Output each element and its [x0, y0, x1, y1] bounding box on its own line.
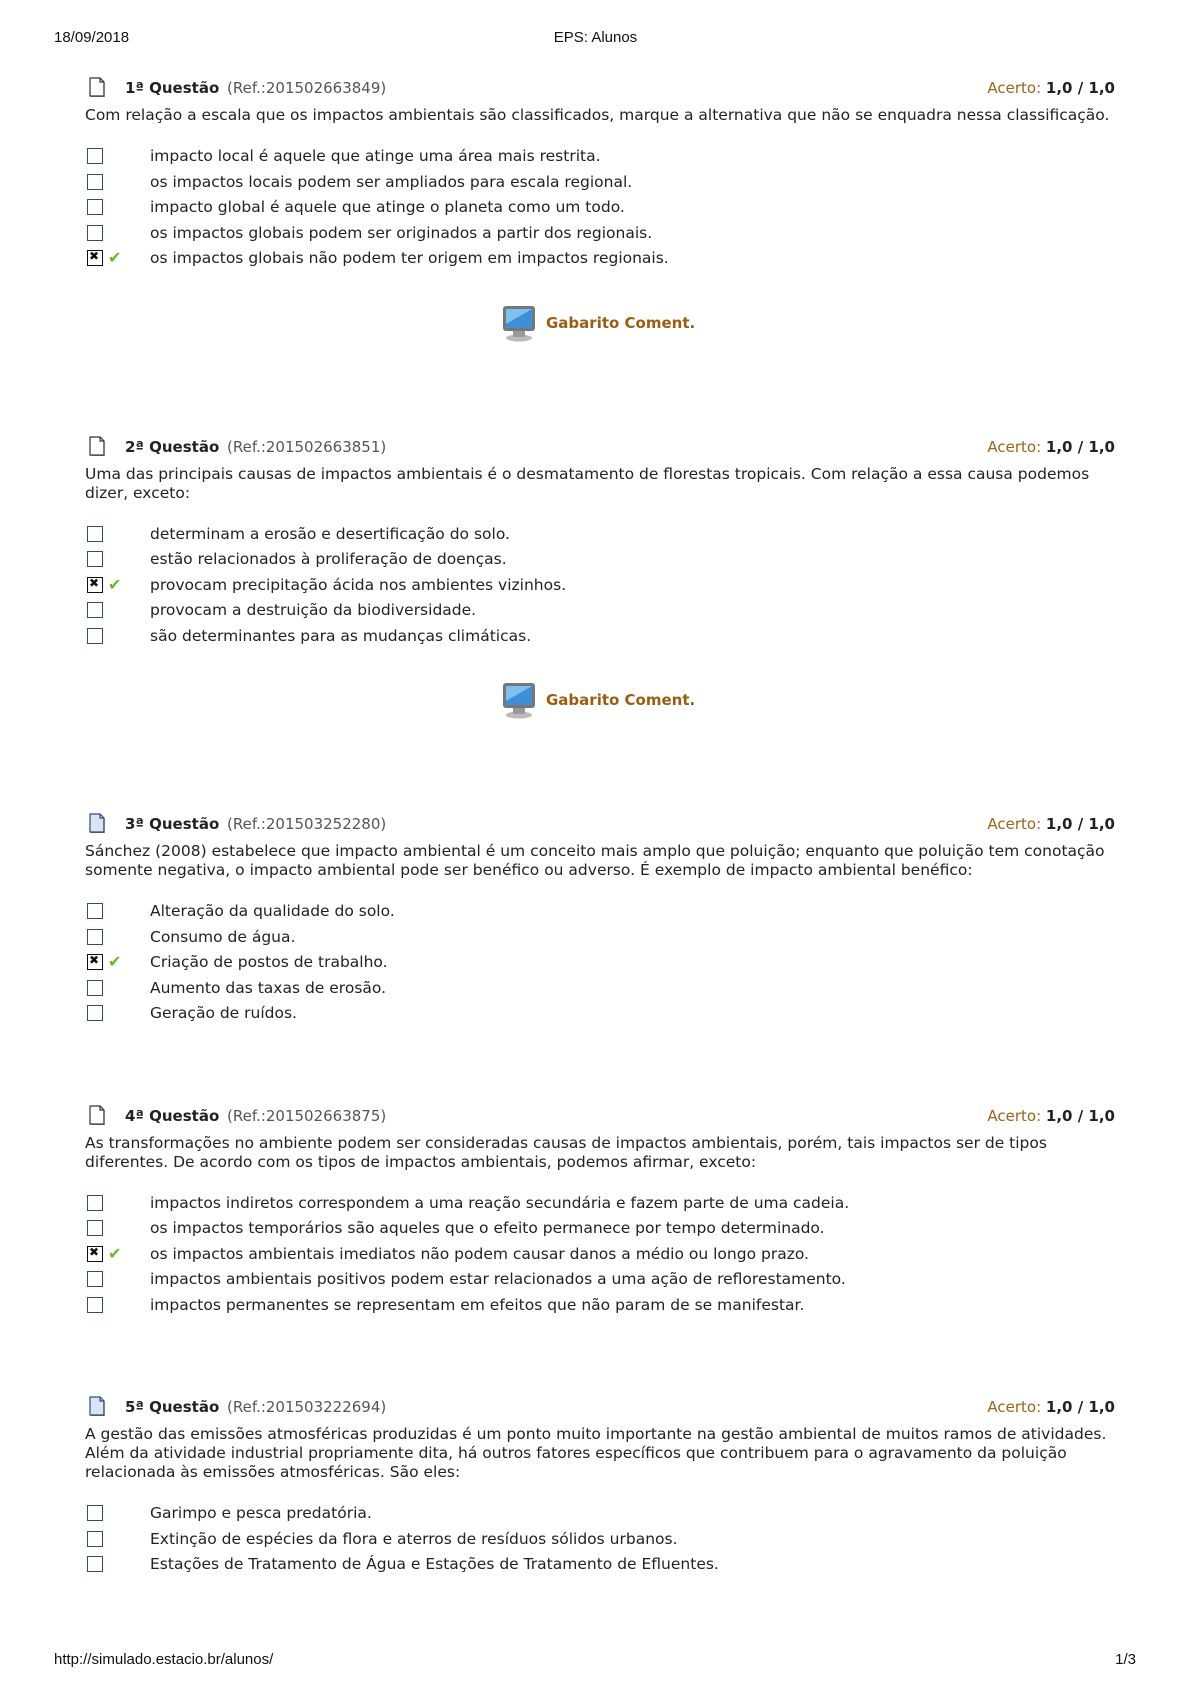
checkbox[interactable] [87, 1531, 103, 1547]
alternative-label: Garimpo e pesca predatória. [150, 1504, 372, 1522]
question-title [125, 79, 386, 97]
computer-monitor-icon [502, 681, 536, 719]
score-value: 1,0 / 1,0 [1045, 1106, 1115, 1125]
alternative-option[interactable] [85, 146, 1115, 172]
alternative-label: os impactos globais podem ser originados a partir dos regionais. [150, 223, 653, 242]
alternative-label: os impactos temporários são aqueles que o efeito permanece por tempo determinado. [150, 1219, 825, 1237]
alternative-label: os impactos globais não podem ter origem em impactos regionais. [150, 249, 669, 267]
checkbox[interactable] [87, 1505, 103, 1521]
alternative-label: Aumento das taxas de erosão. [150, 978, 387, 997]
score-value: 1,0 / 1,0 [1045, 815, 1115, 833]
question-header [85, 1105, 1115, 1131]
correct-check-icon: ✔ [108, 574, 122, 594]
alternative-option[interactable] [85, 600, 1115, 626]
question-header [85, 1396, 1115, 1422]
question-text: Com relação a escala que os impactos ambientais são classificados, marque a alternativa que não se enquadra nessa classificação. [85, 106, 1110, 124]
alternative-label: impacto global é aquele que atinge o planeta como um todo. [150, 198, 625, 216]
computer-monitor-icon [502, 304, 536, 342]
document-icon [89, 77, 105, 97]
alternative-option[interactable] [85, 172, 1115, 198]
question-score [987, 1398, 1115, 1416]
question-title [125, 438, 386, 456]
checkbox[interactable] [87, 1556, 103, 1572]
alternative-option[interactable] [85, 978, 1115, 1004]
checkbox[interactable] [87, 1297, 103, 1313]
alternative-option[interactable] [85, 1269, 1115, 1295]
alternative-option[interactable] [85, 1218, 1115, 1244]
alternative-label: Extinção de espécies da flora e aterros de resíduos sólidos urbanos. [150, 1529, 678, 1548]
alternative-label: são determinantes para as mudanças climáticas. [150, 626, 532, 645]
question-number: 2ª Questão [125, 437, 220, 456]
document-icon [89, 1396, 105, 1416]
alternative-label: impactos ambientais positivos podem estar relacionados a uma ação de reflorestamento. [150, 1270, 846, 1288]
print-title: EPS: Alunos [553, 29, 638, 46]
question-header [85, 813, 1115, 839]
gabarito-comment-label: Gabarito Coment. [546, 691, 696, 709]
question-text: As transformações no ambiente podem ser consideradas causas de impactos ambientais, porém, tais impactos ser de tipos diferentes. De acordo com os tipos de impactos ambientais, podemos afirmar, exceto: [85, 1133, 1047, 1171]
alternative-option[interactable] [85, 952, 1115, 978]
alternative-label: determinam a erosão e desertificação do solo. [150, 524, 510, 543]
alternative-label: impacto local é aquele que atinge uma área mais restrita. [150, 147, 601, 165]
alternative-label: provocam a destruição da biodiversidade. [150, 601, 477, 619]
print-date: 18/09/2018 [54, 29, 130, 46]
question-text: A gestão das emissões atmosféricas produzidas é um ponto muito importante na gestão ambiental de muitos ramos de atividades. Além da atividade industrial propriamente dita, há outros fatores específicos que contribuem para o agravamento da poluição relacionada às emissões atmosféricas. São eles: [85, 1425, 1107, 1481]
question-score [987, 815, 1115, 833]
score-label: Acerto: [987, 79, 1042, 97]
print-page-number: 1/3 [1115, 1651, 1136, 1668]
alternative-option[interactable] [85, 1193, 1115, 1219]
question-5 [85, 1396, 1115, 1580]
checkbox[interactable] [87, 903, 103, 919]
alternative-option[interactable] [85, 1003, 1115, 1029]
alternative-label: Consumo de água. [150, 927, 296, 946]
score-label: Acerto: [987, 437, 1042, 456]
alternative-label: os impactos ambientais imediatos não podem causar danos a médio ou longo prazo. [150, 1244, 809, 1263]
gabarito-comment-row [85, 681, 1115, 725]
alternative-option[interactable] [85, 1295, 1115, 1321]
question-header [85, 77, 1115, 103]
question-text: Uma das principais causas de impactos ambientais é o desmatamento de florestas tropicais. Com relação a essa causa podemos dizer, exceto: [85, 464, 1090, 502]
print-footer [0, 1651, 1191, 1671]
alternative-label: Alteração da qualidade do solo. [150, 902, 395, 920]
question-ref: (Ref.:201502663851) [227, 437, 387, 456]
alternative-option[interactable] [85, 626, 1115, 652]
correct-check-icon: ✔ [108, 248, 122, 267]
alternative-label: estão relacionados à proliferação de doenças. [150, 550, 507, 568]
alternative-option[interactable] [85, 575, 1115, 601]
alternative-label: Estações de Tratamento de Água e Estações de Tratamento de Efluentes. [150, 1555, 719, 1573]
checkbox[interactable] [87, 199, 103, 215]
score-label: Acerto: [987, 1106, 1042, 1125]
question-score [987, 79, 1115, 97]
alternative-option[interactable] [85, 248, 1115, 274]
checkbox[interactable] [87, 628, 103, 644]
alternative-label: os impactos locais podem ser ampliados para escala regional. [150, 172, 633, 191]
checkbox[interactable] [87, 602, 103, 618]
alternatives-list [85, 1193, 1115, 1321]
alternative-option[interactable] [85, 1244, 1115, 1270]
checkbox[interactable] [87, 1220, 103, 1236]
question-score [987, 438, 1115, 456]
question-ref: (Ref.:201503252280) [227, 815, 387, 833]
score-value: 1,0 / 1,0 [1045, 79, 1115, 97]
question-4 [85, 1105, 1115, 1321]
alternative-option[interactable] [85, 1503, 1115, 1529]
alternative-label: impactos permanentes se representam em efeitos que não param de se manifestar. [150, 1295, 805, 1314]
question-number: 1ª Questão [125, 79, 220, 97]
alternative-option[interactable] [85, 223, 1115, 249]
alternative-option[interactable] [85, 524, 1115, 550]
checkbox[interactable] [87, 148, 103, 164]
alternative-option[interactable] [85, 197, 1115, 223]
correct-check-icon: ✔ [108, 952, 122, 971]
checkbox[interactable] [87, 1005, 103, 1021]
alternative-option[interactable] [85, 901, 1115, 927]
alternatives-list [85, 1503, 1115, 1580]
checkbox[interactable] [87, 225, 103, 241]
print-header [0, 29, 1191, 49]
document-icon [89, 436, 105, 456]
score-label: Acerto: [987, 1398, 1042, 1416]
question-1 [85, 77, 1115, 348]
alternatives-list [85, 146, 1115, 274]
score-value: 1,0 / 1,0 [1045, 437, 1115, 456]
question-title [125, 1107, 386, 1125]
checkbox[interactable] [87, 526, 103, 542]
score-label: Acerto: [987, 815, 1042, 833]
question-title [125, 815, 386, 833]
question-text: Sánchez (2008) estabelece que impacto ambiental é um conceito mais amplo que poluição; enquanto que poluição tem conotação somente negativa, o impacto ambiental pode ser benéfico ou adverso. É exemplo de impacto ambiental benéfico: [85, 842, 1105, 879]
question-ref: (Ref.:201502663849) [227, 79, 387, 97]
checked-checkbox[interactable] [87, 577, 103, 593]
question-score [987, 1107, 1115, 1125]
alternatives-list [85, 524, 1115, 652]
checked-checkbox[interactable] [87, 954, 103, 970]
alternative-label: impactos indiretos correspondem a uma reação secundária e fazem parte de uma cadeia. [150, 1193, 850, 1212]
question-number: 3ª Questão [125, 815, 220, 833]
question-ref: (Ref.:201502663875) [227, 1106, 387, 1125]
question-3 [85, 813, 1115, 1029]
alternative-label: Criação de postos de trabalho. [150, 953, 388, 971]
score-value: 1,0 / 1,0 [1045, 1398, 1115, 1416]
question-number: 4ª Questão [125, 1106, 220, 1125]
checkbox[interactable] [87, 174, 103, 190]
questions-list [85, 77, 1115, 1580]
question-ref: (Ref.:201503222694) [227, 1398, 387, 1416]
document-icon [89, 813, 105, 833]
correct-check-icon: ✔ [108, 1243, 122, 1263]
alternative-label: Geração de ruídos. [150, 1004, 297, 1022]
checkbox[interactable] [87, 1195, 103, 1211]
alternative-option[interactable] [85, 549, 1115, 575]
print-url: http://simulado.estacio.br/alunos/ [54, 1651, 274, 1668]
alternative-option[interactable] [85, 1554, 1115, 1580]
alternative-option[interactable] [85, 1529, 1115, 1555]
gabarito-comment-row [85, 304, 1115, 348]
question-title [125, 1398, 386, 1416]
checkbox[interactable] [87, 1271, 103, 1287]
question-header [85, 436, 1115, 462]
gabarito-comment-label: Gabarito Coment. [546, 313, 696, 332]
question-2 [85, 436, 1115, 726]
alternative-option[interactable] [85, 927, 1115, 953]
document-icon [89, 1105, 105, 1125]
alternatives-list [85, 901, 1115, 1029]
checkbox[interactable] [87, 929, 103, 945]
checkbox[interactable] [87, 980, 103, 996]
checked-checkbox[interactable] [87, 250, 103, 266]
question-number: 5ª Questão [125, 1398, 220, 1416]
alternative-label: provocam precipitação ácida nos ambientes vizinhos. [150, 575, 567, 594]
checkbox[interactable] [87, 551, 103, 567]
checked-checkbox[interactable] [87, 1246, 103, 1262]
